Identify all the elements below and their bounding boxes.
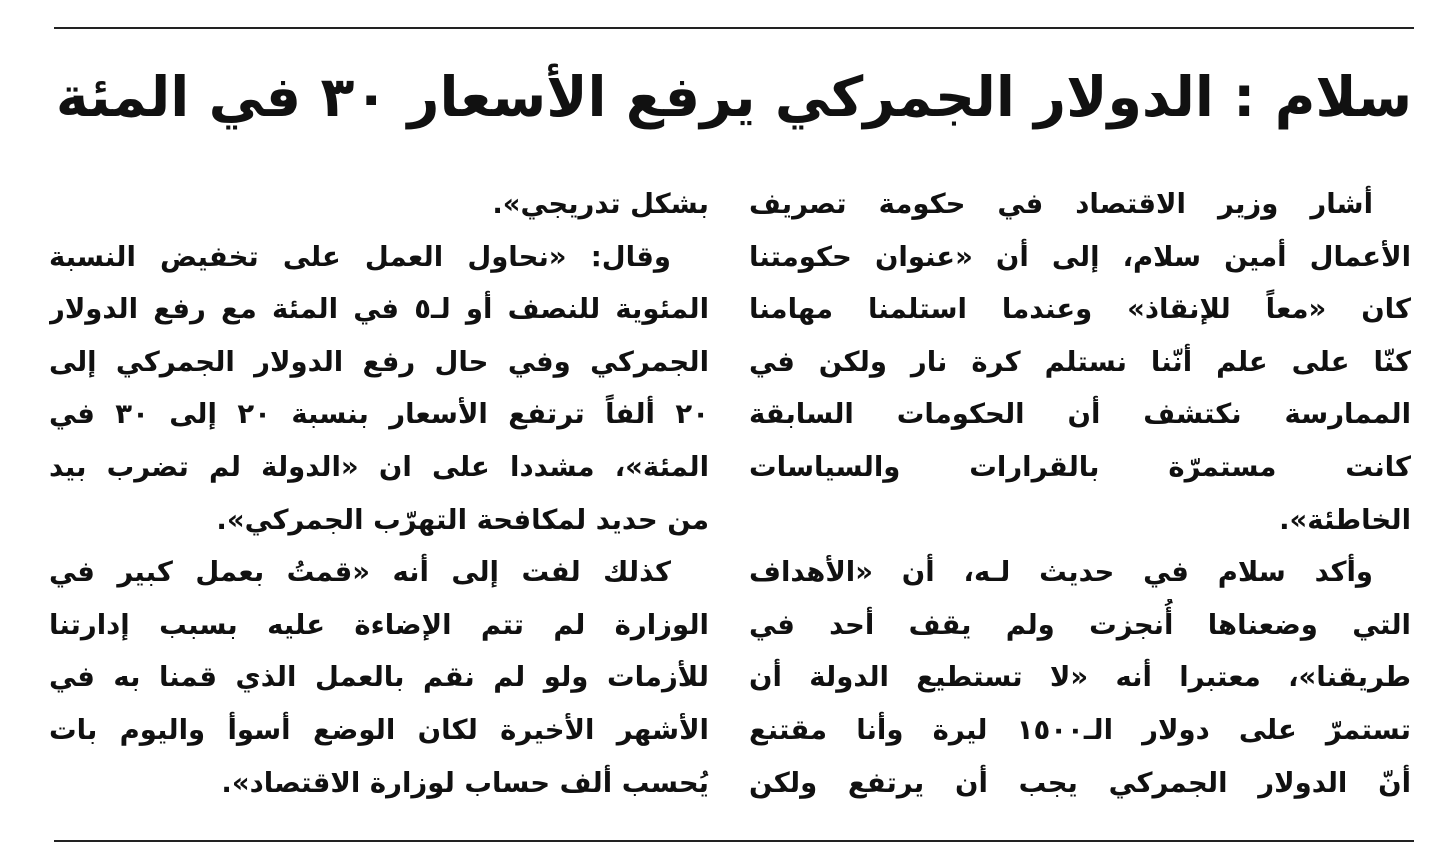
text-line: الأشهر الأخيرة لكان الوضع أسوأ واليوم بات <box>49 713 709 746</box>
text-line: الخاطئة». <box>1279 503 1411 536</box>
text-line: وقال: «نحاول العمل على تخفيض النسبة <box>49 240 671 273</box>
article-column-right <box>749 178 1411 809</box>
text-line: التي وضعناها أُنجزت ولم يقف أحد في <box>749 608 1411 641</box>
text-line: الممارسة نكتشف أن الحكومات السابقة <box>749 398 1411 431</box>
text-line: كذلك لفت إلى أنه «قمتُ بعمل كبير في <box>49 556 671 589</box>
text-line: بشكل تدريجي». <box>492 188 709 220</box>
text-line: طريقنا»، معتبرا أنه «لا تستطيع الدولة أن <box>749 661 1411 694</box>
text-line: الأعمال أمين سلام، إلى أن «عنوان حكومتنا <box>749 240 1411 273</box>
text-line: من حديد لمكافحة التهرّب الجمركي». <box>216 503 709 536</box>
article-column-left <box>49 178 709 809</box>
text-line: الوزارة لم تتم الإضاءة عليه بسبب إدارتنا <box>49 608 709 641</box>
text-line: تستمرّ على دولار الـ١٥٠٠ ليرة وأنا مقتنع <box>749 713 1411 746</box>
text-line: كان «معاً للإنقاذ» وعندما استلمنا مهامنا <box>749 293 1411 326</box>
article-headline: سلام : الدولار الجمركي يرفع الأسعار ٣٠ في المئة <box>55 65 1413 130</box>
text-line: أنّ الدولار الجمركي يجب أن يرتفع ولكن <box>749 766 1411 799</box>
text-line: كانت مستمرّة بالقرارات والسياسات <box>749 450 1411 483</box>
top-rule <box>54 27 1414 29</box>
text-line: يُحسب ألف حساب لوزارة الاقتصاد». <box>221 766 709 799</box>
text-line: كنّا على علم أنّنا نستلم كرة نار ولكن في <box>749 345 1411 378</box>
text-line: وأكد سلام في حديث لـه، أن «الأهداف <box>749 556 1373 589</box>
text-line: ٢٠ ألفاً ترتفع الأسعار بنسبة ٢٠ إلى ٣٠ في <box>49 398 709 431</box>
text-line: الجمركي وفي حال رفع الدولار الجمركي إلى <box>49 345 709 378</box>
text-line: أشار وزير الاقتصاد في حكومة تصريف <box>749 188 1373 220</box>
bottom-rule <box>54 840 1414 842</box>
text-line: للأزمات ولو لم نقم بالعمل الذي قمنا به في <box>49 661 709 694</box>
text-line: المئوية للنصف أو لـ٥ في المئة مع رفع الدولار <box>49 293 709 326</box>
text-line: المئة»، مشددا على ان «الدولة لم تضرب بيد <box>49 450 709 483</box>
